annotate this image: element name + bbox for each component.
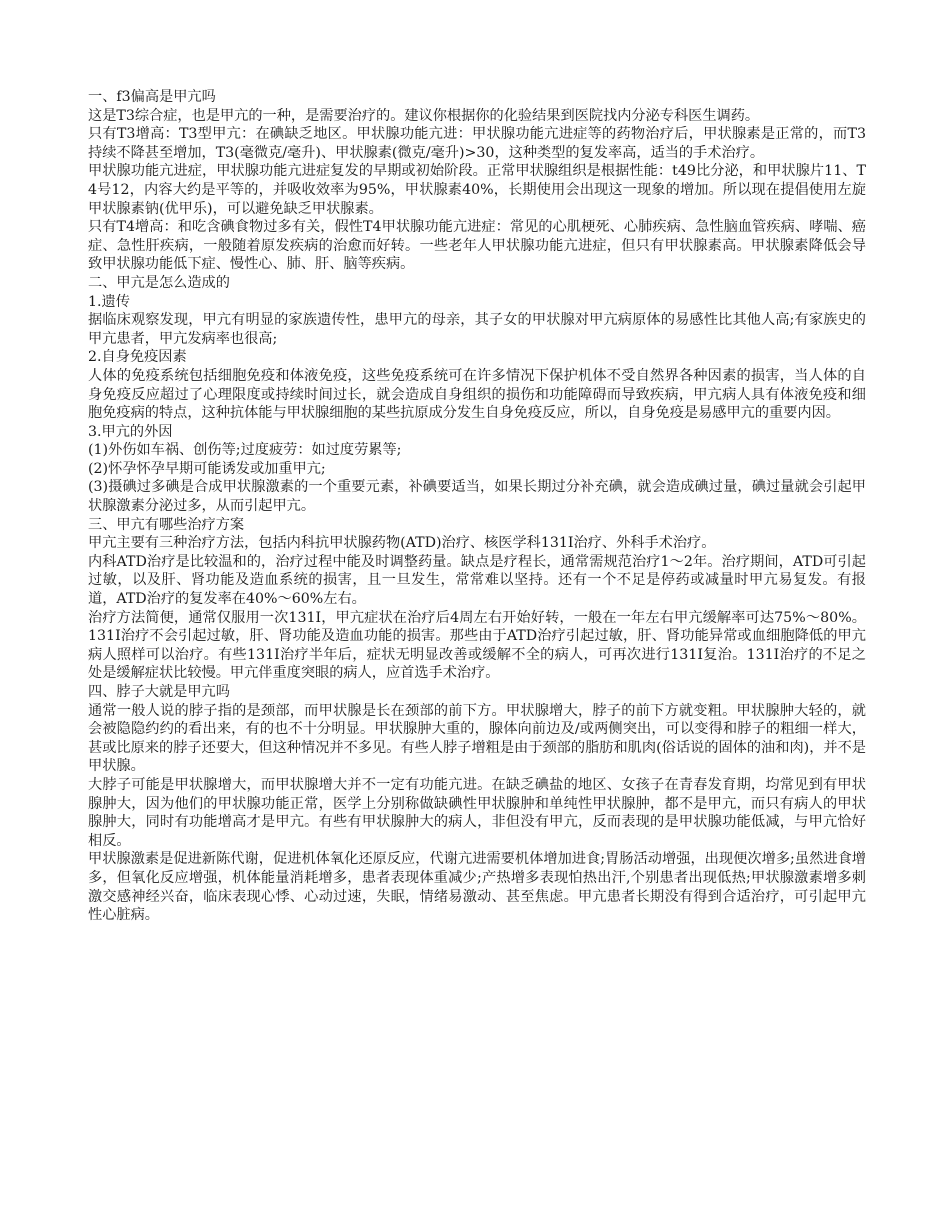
paragraph-atd-treatment: 内科ATD治疗是比较温和的，治疗过程中能及时调整药量。缺点是疗程长，通常需规范治疗1～2年。治疗期间，ATD可引起过敏，以及肝、肾功能及造血系统的损害，且一旦发生，常常难以坚持。还有一个不足是停药或减量时甲亢易复发。有报道，ATD治疗的复发率在40%～60%左右。 [88, 553, 866, 608]
paragraph-t3-only: 只有T3增高：T3型甲亢：在碘缺乏地区。甲状腺功能亢进：甲状腺功能亢进症等的药物治疗后，甲状腺素是正常的，而T3持续不降甚至增加，T3(毫微克/毫升)、甲状腺素(微克/毫升)>30，这种类型的复发率高，适当的手术治疗。 [88, 126, 866, 161]
paragraph-thyroid-hormone: 甲状腺激素是促进新陈代谢，促进机体氧化还原反应，代谢亢进需要机体增加进食;胃肠活动增强，出现便次增多;虽然进食增多，但氧化反应增强，机体能量消耗增多，患者表现体重减少;产热增多表现怕热出汗,个别患者出现低热;甲状腺激素增多刺激交感神经兴奋，临床表现心悸、心动过速，失眠，情绪易激动、甚至焦虑。甲亢患者长期没有得到合适治疗，可引起甲亢性心脏病。 [88, 851, 866, 924]
paragraph-hyperthyroid-early: 甲状腺功能亢进症，甲状腺功能亢进症复发的早期或初始阶段。正常甲状腺组织是根据性能：t49比分泌，和甲状腺片11、T4号12，内容大约是平等的，并吸收效率为95%，甲状腺素40%，长期使用会出现这一现象的增加。所以现在提倡使用左旋甲状腺素钠(优甲乐)，可以避免缺乏甲状腺素。 [88, 163, 866, 217]
paragraph-goiter: 大脖子可能是甲状腺增大，而甲状腺增大并不一定有功能亢进。在缺乏碘盐的地区、女孩子在青春发育期，均常见到有甲状腺肿大，因为他们的甲状腺功能正常，医学上分别称做缺碘性甲状腺肿和单纯性甲状腺肿，都不是甲亢，而只有病人的甲状腺肿大，同时有功能增高才是甲亢。有些有甲状腺肿大的病人，非但没有甲亢，反而表现的是甲状腺功能低减，与甲亢恰好相反。 [88, 776, 866, 849]
list-item-pregnancy: (2)怀孕怀孕早期可能诱发或加重甲亢; [88, 460, 326, 477]
paragraph-neck-anatomy: 通常一般人说的脖子指的是颈部，而甲状腺是长在颈部的前下方。甲状腺增大，脖子的前下方就变粗。甲状腺肿大轻的，就会被隐隐约约的看出来，有的也不十分明显。甲状腺肿大重的，腺体向前边及/或两侧突出，可以变得和脖子的粗细一样大，甚或比原来的脖子还要大，但这种情况并不多见。有些人脖子增粗是由于颈部的脂肪和肌肉(俗话说的固体的油和肉)，并不是甲状腺。 [88, 702, 866, 775]
paragraph-treatment-overview: 甲亢主要有三种治疗方法，包括内科抗甲状腺药物(ATD)治疗、核医学科131I治疗、外科手术治疗。 [88, 535, 716, 552]
paragraph-genetics: 据临床观察发现，甲亢有明显的家族遗传性，患甲亢的母亲，其子女的甲状腺对甲亢病原体的易感性比其他人高;有家族史的甲亢患者，甲亢发病率也很高; [88, 312, 866, 347]
subheading-external-causes: 3.甲亢的外因 [88, 423, 173, 440]
section-heading-treatment: 三、甲亢有哪些治疗方案 [88, 516, 245, 533]
paragraph-t3-syndrome: 这是T3综合症，也是甲亢的一种，是需要治疗的。建议你根据你的化验结果到医院找内分泌专科医生调药。 [88, 107, 760, 124]
document-body [88, 88, 866, 925]
paragraph-131i-treatment: 治疗方法简便，通常仅服用一次131I，甲亢症状在治疗后4周左右开始好转，一般在一年左右甲亢缓解率可达75%～80%。131I治疗不会引起过敏，肝、肾功能及造血功能的损害。那些由于ATD治疗引起过敏，肝、肾功能异常或血细胞降低的甲亢病人照样可以治疗。有些131I治疗半年后，症状无明显改善或缓解不全的病人，可再次进行131I复治。131I治疗的不足之处是缓解症状比较慢。甲亢伴重度突眼的病人，应首选手术治疗。 [88, 609, 866, 682]
list-item-iodine: (3)摄碘过多碘是合成甲状腺激素的一个重要元素，补碘要适当，如果长期过分补充碘，就会造成碘过量，碘过量就会引起甲状腺激素分泌过多，从而引起甲亢。 [88, 479, 866, 515]
paragraph-autoimmune: 人体的免疫系统包括细胞免疫和体液免疫，这些免疫系统可在许多情况下保护机体不受自然界各种因素的损害，当人体的自身免疫反应超过了心理限度或持续时间过长，就会造成自身组织的损伤和功能障碍而导致疾病，甲亢病人具有体液免疫和细胞免疫病的特点，这种抗体能与甲状腺细胞的某些抗原成分发生自身免疫反应，所以，自身免疫是易感甲亢的重要内因。 [88, 367, 866, 422]
subheading-genetics: 1.遗传 [88, 293, 130, 310]
section-heading-causes: 二、甲亢是怎么造成的 [88, 274, 230, 291]
section-heading-f3: 一、f3偏高是甲亢吗 [88, 89, 216, 105]
section-heading-neck: 四、脖子大就是甲亢吗 [88, 684, 230, 700]
list-item-trauma: (1)外伤如车祸、创伤等;过度疲劳：如过度劳累等; [88, 442, 402, 459]
paragraph-t4-only: 只有T4增高：和吃含碘食物过多有关，假性T4甲状腺功能亢进症：常见的心肌梗死、心肺疾病、急性脑血管疾病、哮喘、癌症、急性肝疾病，一般随着原发疾病的治愈而好转。一些老年人甲状腺功能亢进症，但只有甲状腺素高。甲状腺素降低会导致甲状腺功能低下症、慢性心、肺、肝、脑等疾病。 [88, 219, 866, 273]
subheading-autoimmune: 2.自身免疫因素 [88, 349, 187, 366]
